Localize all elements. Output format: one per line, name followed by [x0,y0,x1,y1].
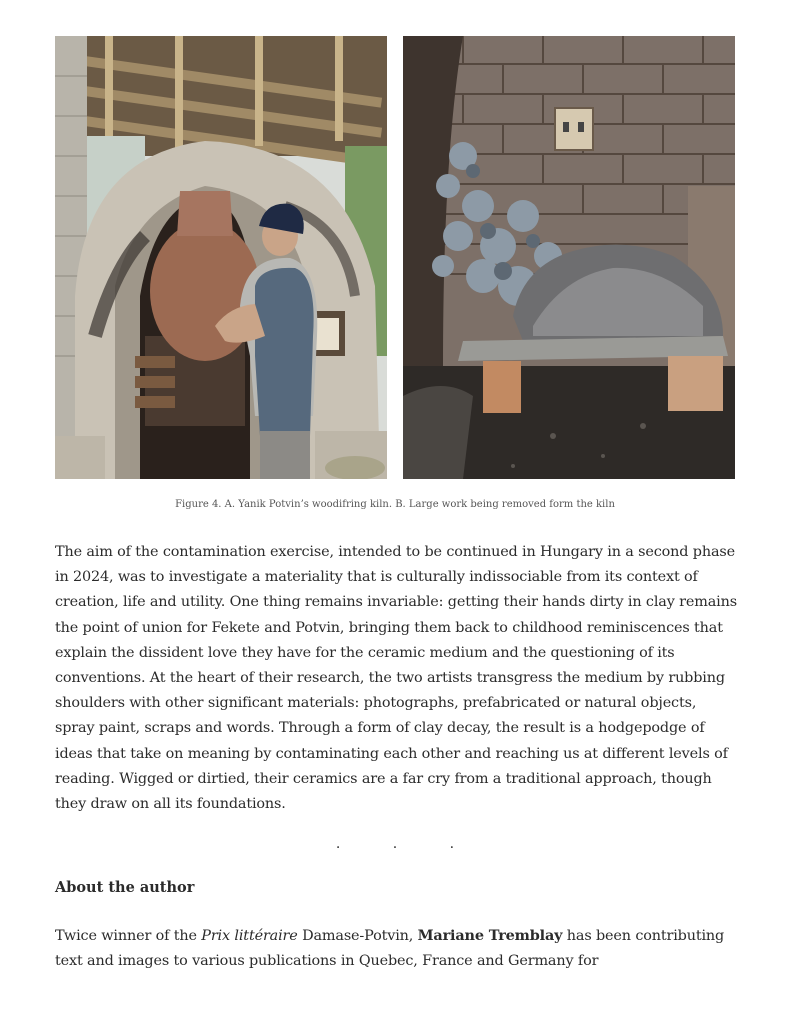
bio-suffix: has been contributing text and images to various publications in Quebec, France and Germany for [55,928,725,970]
bio-prefix: Twice winner of the [55,928,202,944]
article-paragraph: The aim of the contamination exercise, intended to be continued in Hungary in a second phase in 2024, was to investigate a materiality that is culturally indissociable from its context of creation, life and utility. One thing remains invariable: getting their hands dirty in clay remains the point of union for Fekete and Potvin, bringing them back to childhood reminiscences that explain the dissident love they have for the ceramic medium and the questioning of its conventions. At the heart of their research, the two artists transgress the medium by rubbing shoulders with other significant materials: photographs, prefabricated or natural objects, spray paint, scraps and words. Through a form of clay decay, the result is a hodgepodge of ideas that take on meaning by contaminating each other and reaching us at different levels of reading. Wigged or dirtied, their ceramics are a far cry from a traditional approach, though they draw on all its foundations. [55,544,737,813]
removed-work-photo [403,36,735,479]
separator-dot: . [335,836,341,852]
bio-prize-rest: Damase-Potvin, [297,928,418,944]
separator-dot: . [449,836,455,852]
author-bio [55,923,737,974]
separator-dot: . [392,836,398,852]
removed-work-photo-image [403,36,735,479]
section-separator [0,836,790,852]
bio-author-name: Mariane Tremblay [417,927,563,944]
figure-caption: Figure 4. A. Yanik Potvin’s woodifring kiln. B. Large work being removed form the kiln [175,499,615,510]
figure-4 [55,36,735,479]
kiln-photo [55,36,387,479]
kiln-photo-image [55,36,387,479]
about-author-heading: About the author [55,879,195,896]
bio-prize-italic: Prix littéraire [201,928,298,944]
